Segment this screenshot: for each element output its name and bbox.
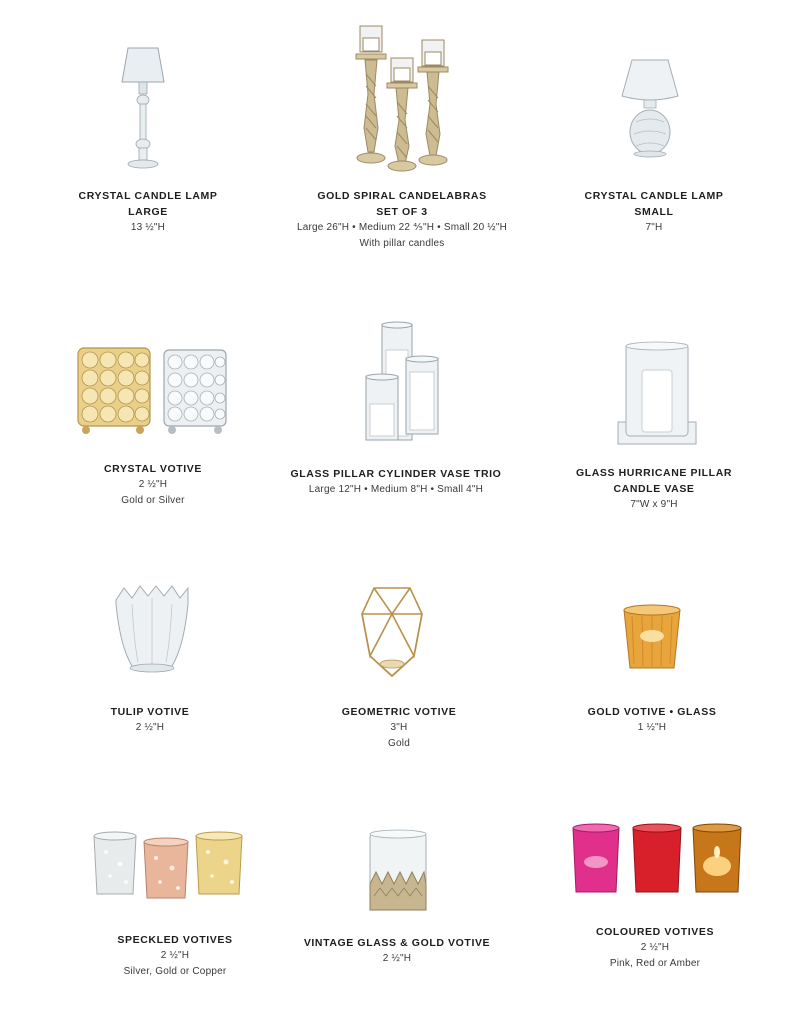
product-detail: Large 12"H • Medium 8"H • Small 4"H [308,484,484,495]
product-detail: Gold or Silver [121,495,185,506]
product-detail: Silver, Gold or Copper [123,966,227,977]
product-name: CANDLE VASE [613,483,695,495]
product-card-vintage-glass-gold-votive [253,935,541,967]
product-detail: Gold [388,738,410,749]
product-card-crystal-votive [28,461,278,509]
product-detail: 1 ½"H [637,722,667,733]
product-name: GLASS PILLAR CYLINDER VASE TRIO [290,468,502,480]
product-detail: With pillar candles [359,238,445,249]
product-detail: 2 ½"H [138,479,168,490]
product-name: CRYSTAL CANDLE LAMP [78,190,218,202]
product-detail: 3"H [390,722,408,733]
vintage-glass-gold-votive-image [366,828,430,914]
tulip-votive-image [112,582,192,674]
product-card-crystal-candle-lamp-small [529,188,779,236]
product-name: SET OF 3 [376,206,428,218]
product-name: TULIP VOTIVE [110,706,190,718]
product-detail: 2 ½"H [160,950,190,961]
product-card-glass-hurricane-pillar-candle-vase [529,465,779,513]
crystal-votive-image [76,346,230,436]
gold-votive-glass-image [620,602,684,674]
glass-hurricane-vase-image [614,340,700,448]
product-card-geometric-votive [274,704,524,752]
speckled-votives-image [90,830,246,902]
product-card-gold-votive-glass [527,704,777,736]
geometric-votive-image [360,584,424,680]
product-detail: 7"W x 9"H [630,499,678,510]
product-name: GOLD SPIRAL CANDELABRAS [317,190,487,202]
product-name: GOLD VOTIVE • GLASS [587,706,717,718]
coloured-votives-image [570,822,746,900]
product-card-gold-spiral-candelabras [262,188,542,252]
crystal-candle-lamp-small-image [618,56,682,160]
product-detail: 13 ½"H [130,222,166,233]
product-name: GLASS HURRICANE PILLAR [575,467,733,479]
product-name: LARGE [128,206,168,218]
product-detail: Large 26"H • Medium 22 ⅘"H • Small 20 ½"H [296,222,508,233]
product-detail: 2 ½"H [640,942,670,953]
product-name: SMALL [634,206,674,218]
gold-spiral-candelabras-image [350,24,454,172]
glass-pillar-vase-trio-image [362,320,442,444]
product-name: VINTAGE GLASS & GOLD VOTIVE [303,937,491,949]
product-detail: 2 ½"H [135,722,165,733]
product-name: COLOURED VOTIVES [595,926,715,938]
product-name: SPECKLED VOTIVES [117,934,233,946]
crystal-candle-lamp-large-image [118,44,168,170]
product-card-glass-pillar-cylinder-vase-trio [256,466,536,498]
product-name: CRYSTAL CANDLE LAMP [584,190,724,202]
product-name: CRYSTAL VOTIVE [103,463,203,475]
product-detail: Pink, Red or Amber [609,958,701,969]
product-name: GEOMETRIC VOTIVE [341,706,457,718]
product-card-tulip-votive [25,704,275,736]
product-card-coloured-votives [530,924,780,972]
product-detail: 2 ½"H [382,953,412,964]
product-card-crystal-candle-lamp-large [23,188,273,236]
product-detail: 7"H [645,222,663,233]
